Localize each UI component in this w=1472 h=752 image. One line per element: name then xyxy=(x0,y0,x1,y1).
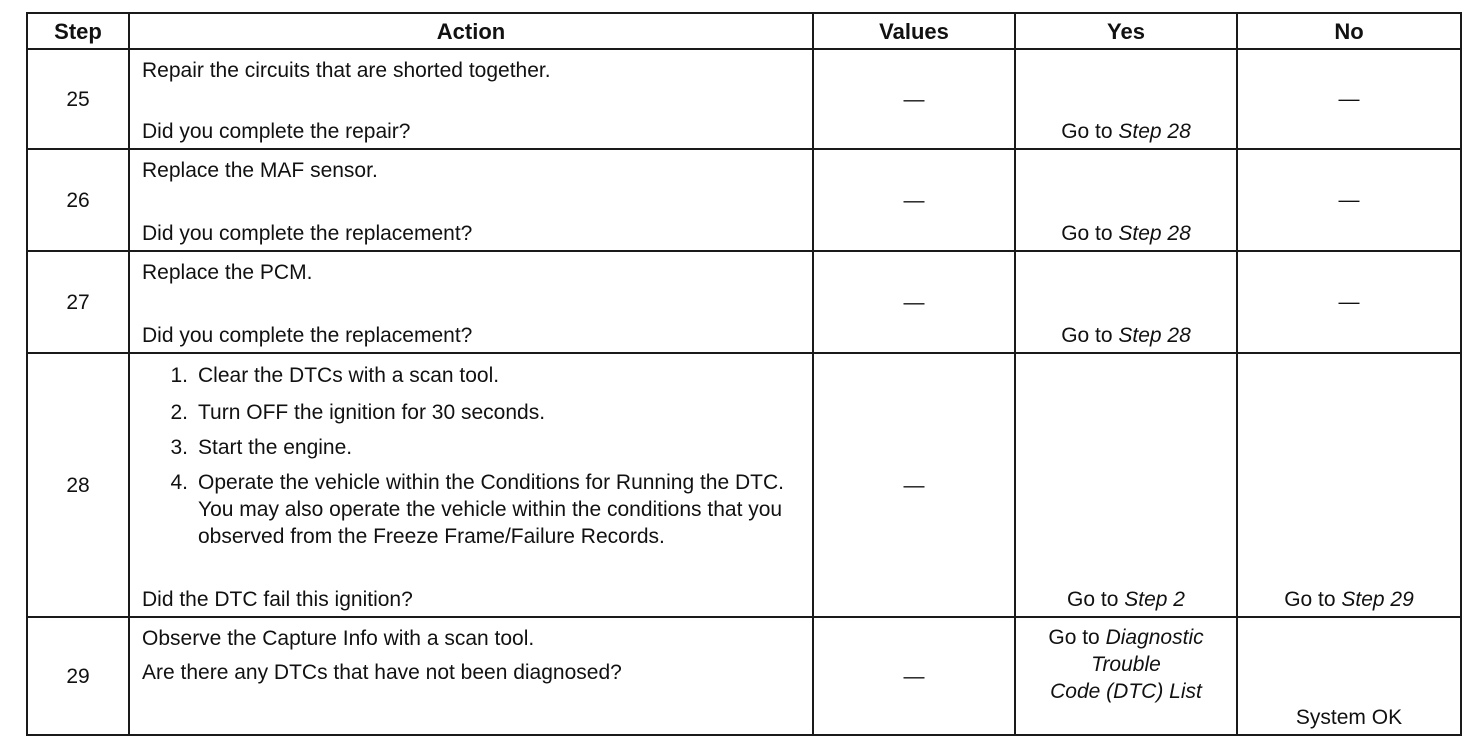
value-dash: — xyxy=(903,473,925,497)
header-values: Values xyxy=(813,13,1015,49)
no-text: — xyxy=(1338,188,1360,212)
header-action: Action xyxy=(129,13,813,49)
yes-prefix: Go to xyxy=(1067,588,1125,611)
no-prefix: Go to xyxy=(1284,588,1342,611)
action-cell xyxy=(129,353,813,617)
yes-step-ref: Step 28 xyxy=(1118,120,1191,143)
no-cell xyxy=(1237,353,1461,617)
no-cell xyxy=(1237,251,1461,353)
list-number: 1. xyxy=(170,364,188,387)
yes-cell xyxy=(1015,353,1237,617)
list-item xyxy=(142,434,800,461)
action-cell xyxy=(129,149,813,251)
value-dash: — xyxy=(903,290,925,314)
yes-text xyxy=(1016,323,1236,348)
action-text: Replace the PCM. xyxy=(142,261,313,284)
step-number: 28 xyxy=(27,353,129,617)
no-text: — xyxy=(1338,290,1360,314)
values-cell xyxy=(813,49,1015,149)
list-number: 4. xyxy=(170,471,188,494)
list-number: 3. xyxy=(170,436,188,459)
yes-step-ref: Step 28 xyxy=(1118,324,1191,347)
action-question: Did the DTC fail this ignition? xyxy=(142,588,413,611)
yes-cell xyxy=(1015,49,1237,149)
list-item xyxy=(142,362,800,389)
step-number: 26 xyxy=(27,149,129,251)
action-text: Repair the circuits that are shorted together. xyxy=(142,59,551,82)
list-text: Operate the vehicle within the Conditions for Running the DTC. You may also operate the vehicle within the conditions that you observed from the Freeze Frame/Failure Records. xyxy=(198,471,784,548)
yes-prefix: Go to xyxy=(1048,626,1106,649)
step-number: 29 xyxy=(27,617,129,735)
step-number: 25 xyxy=(27,49,129,149)
action-question: Did you complete the repair? xyxy=(142,120,411,143)
table-row xyxy=(27,617,1461,735)
list-text: Turn OFF the ignition for 30 seconds. xyxy=(198,401,546,424)
action-cell xyxy=(129,617,813,735)
yes-text xyxy=(1016,221,1236,246)
step-number: 27 xyxy=(27,251,129,353)
values-cell xyxy=(813,617,1015,735)
header-yes: Yes xyxy=(1015,13,1237,49)
yes-text xyxy=(1016,119,1236,144)
values-cell xyxy=(813,353,1015,617)
yes-prefix: Go to xyxy=(1061,324,1119,347)
no-text xyxy=(1238,587,1460,612)
procedure-list xyxy=(142,362,800,550)
yes-cell xyxy=(1015,617,1237,735)
list-number: 2. xyxy=(170,401,188,424)
action-cell xyxy=(129,251,813,353)
action-cell xyxy=(129,49,813,149)
list-item xyxy=(142,469,800,550)
table-row xyxy=(27,353,1461,617)
no-text: — xyxy=(1338,87,1360,111)
yes-step-ref: Step 28 xyxy=(1118,222,1191,245)
values-cell xyxy=(813,251,1015,353)
yes-prefix: Go to xyxy=(1061,222,1119,245)
values-cell xyxy=(813,149,1015,251)
list-text: Clear the DTCs with a scan tool. xyxy=(198,364,500,387)
yes-ref-line1: Diagnostic xyxy=(1105,626,1204,649)
value-dash: — xyxy=(903,87,925,111)
table-row xyxy=(27,49,1461,149)
header-no: No xyxy=(1237,13,1461,49)
table-row xyxy=(27,251,1461,353)
action-question: Are there any DTCs that have not been diagnosed? xyxy=(142,661,622,684)
yes-prefix: Go to xyxy=(1061,120,1119,143)
action-question: Did you complete the replacement? xyxy=(142,324,473,347)
header-step: Step xyxy=(27,13,129,49)
no-cell xyxy=(1237,149,1461,251)
list-item xyxy=(142,399,800,426)
action-text: Replace the MAF sensor. xyxy=(142,159,378,182)
yes-text xyxy=(1016,624,1236,705)
diagnostic-table xyxy=(26,12,1462,736)
value-dash: — xyxy=(903,188,925,212)
action-question: Did you complete the replacement? xyxy=(142,222,473,245)
yes-cell xyxy=(1015,251,1237,353)
header-row xyxy=(27,13,1461,49)
no-text: System OK xyxy=(1295,706,1403,729)
yes-text xyxy=(1016,587,1236,612)
action-text: Observe the Capture Info with a scan tool. xyxy=(142,627,535,650)
yes-ref-line2: Trouble xyxy=(1091,653,1161,676)
no-cell xyxy=(1237,49,1461,149)
yes-cell xyxy=(1015,149,1237,251)
yes-ref-line3: Code (DTC) List xyxy=(1050,680,1202,703)
list-text: Start the engine. xyxy=(198,436,353,459)
table-row xyxy=(27,149,1461,251)
no-step-ref: Step 29 xyxy=(1341,588,1414,611)
value-dash: — xyxy=(903,664,925,688)
yes-step-ref: Step 2 xyxy=(1124,588,1185,611)
no-cell xyxy=(1237,617,1461,735)
